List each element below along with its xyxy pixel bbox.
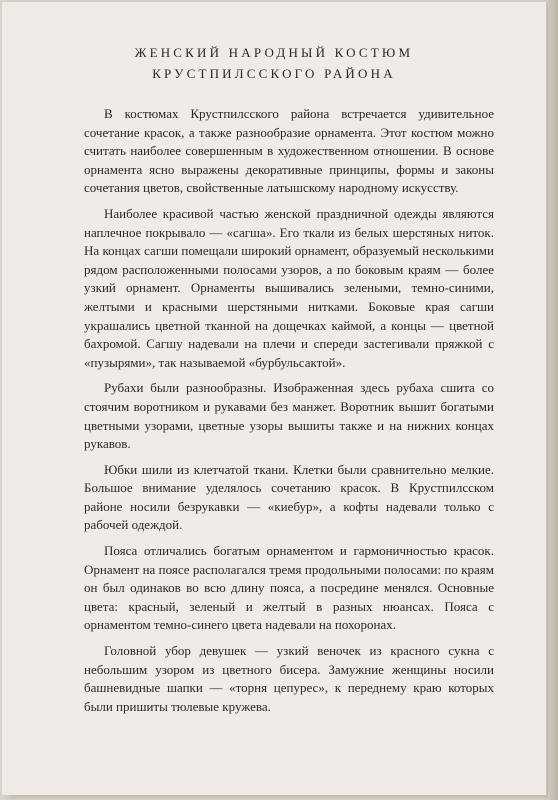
paragraph-skirts: Юбки шили из клетчатой ткани. Клетки были сравнительно мелкие. Большое внимание уделялось сочетанию красок. В Крустпилсском районе носили безрукавки — «киебур», а кофты надевали только с рабочей одеждой. (84, 461, 494, 533)
title-line-2: КРУСТПИЛССКОГО РАЙОНА (152, 66, 396, 81)
body-text (84, 105, 494, 723)
title-line-1: ЖЕНСКИЙ НАРОДНЫЙ КОСТЮМ (134, 45, 414, 60)
paragraph-shirts: Рубахи были разнообразны. Изображенная здесь рубаха сшита со стоячим воротником и рукавами без манжет. Воротник вышит богатыми цветными узорами, цветные узоры вышиты также и на нижних концах рукавов. (84, 380, 494, 452)
paragraph-sagsha: Наиболее красивой частью женской праздничной одежды являются наплечное покрывало — «сагша». Его ткали из белых шерстяных ниток. На концах сагши помещали широкий орнамент, образуемый несколькими рядом расположенными полосами узоров, а по боковым краям — более узкий орнамент. Орнаменты вышивались зелеными, темно-синими, желтыми и красными шерстяными нитками. Боковые края сагши украшались цветной тканной на дощечках каймой, а концы — цветной бахромой. Сагшу надевали на плечи и спереди застегивали пряжкой с «пузырями», так называемой «бурбульсактой». (84, 205, 494, 370)
page-spine-edge (548, 0, 558, 800)
paragraph-intro: В костюмах Крустпилсского района встречается удивительное сочетание красок, а также разнообразие орнамента. Этот костюм можно считать наиболее совершенным в художественном отношении. В основе орнамента ясно выражены декоративные принципы, формы и законы сочетания цветов, свойственные латышскому народному искусству. (84, 106, 494, 196)
page-title (2, 42, 546, 84)
paragraph-headwear: Головной убор девушек — узкий веночек из красного сукна с небольшим узором из цветного бисера. Замужние женщины носили башневидные шапки — «торня цепурес», к переднему краю которых были пришиты тюлевые кружева. (84, 643, 494, 714)
paragraph-belts: Пояса отличались богатым орнаментом и гармоничностью красок. Орнамент на поясе располагался тремя продольными полосами: по краям он был одинаков во всю длину пояса, а посредине менялся. Основные цвета: красный, зеленый и желтый в разных нюансах. Пояса с орнаментом темно-синего цвета надевали на похоронах. (84, 543, 494, 633)
document-page (2, 2, 547, 795)
